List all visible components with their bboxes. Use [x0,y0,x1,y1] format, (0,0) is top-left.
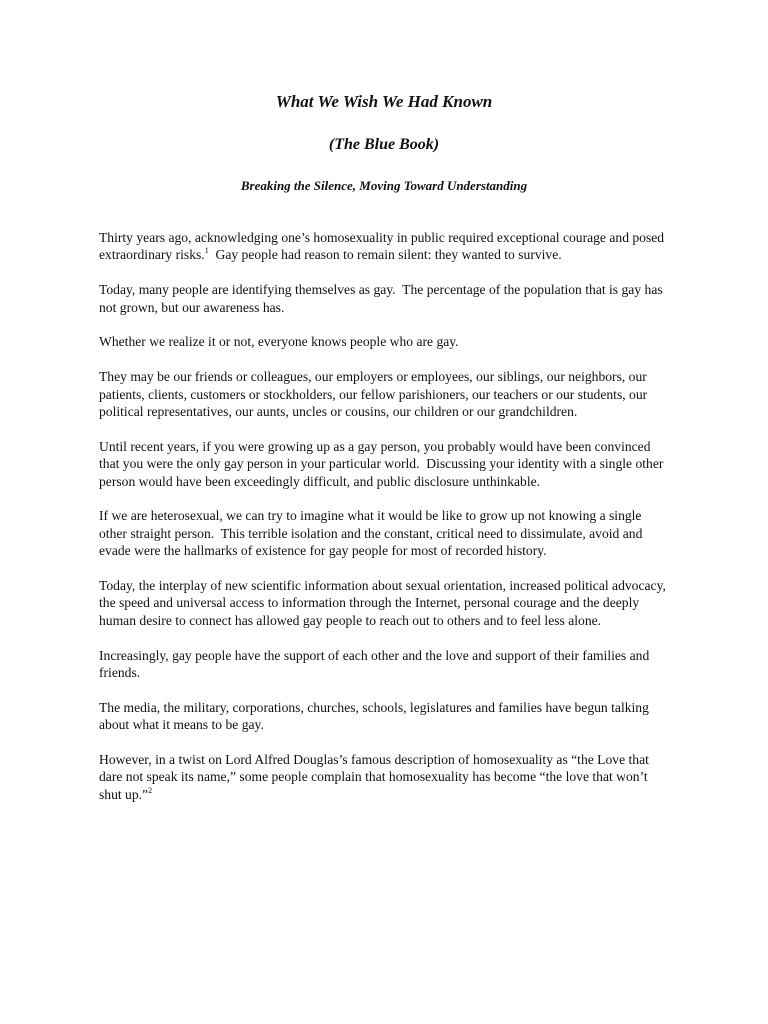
document-subtitle: (The Blue Book) [328,136,440,153]
document-title: What We Wish We Had Known [275,92,493,111]
paragraph-4: They may be our friends or colleagues, our employers or employees, our siblings, our neighbors, our patients, clients, customers or stockholders, our fellow parishioners, our teachers or our students, our political representatives, our aunts, uncles or cousins, our children or our grandchildren. [99,369,648,420]
footnote-marker: 2 [148,785,153,795]
paragraph-3: Whether we realize it or not, everyone knows people who are gay. [99,334,459,350]
paragraph-2: Today, many people are identifying themselves as gay. The percentage of the population that is gay has not grown, but our awareness has. [99,282,667,315]
body-text [99,229,671,821]
document-tagline: Breaking the Silence, Moving Toward Understanding [240,178,528,193]
paragraph-text: Thirty years ago, acknowledging one’s homosexuality in public required exceptional courage and posed extraordinary risks. [99,230,665,263]
paragraph-9: The media, the military, corporations, churches, schools, legislatures and families have begun talking about what it means to be gay. [99,699,649,733]
paragraph-5: Until recent years, if you were growing up as a gay person, you probably would have been convinced that you were the only gay person in your particular world. Discussing your identity with a single other person would have been exceedingly difficult, and public disclosure unthinkable. [99,438,667,489]
paragraph-7: Today, the interplay of new scientific information about sexual orientation, increased political advocacy, the speed and universal access to information through the Internet, personal courage and the deeply human desire to connect has allowed gay people to reach out to others and to feel less alone. [99,578,666,628]
paragraph-text: However, in a twist on Lord Alfred Douglas’s famous description of homosexuality as “the Love that dare not speak its name,” some people complain that homosexuality has become “the love that won’t shut up.” [99,752,649,802]
footnote-marker: 1 [204,246,209,256]
paragraph-6: If we are heterosexual, we can try to imagine what it would be like to grow up not knowing a single other straight person. This terrible isolation and the constant, critical need to dissimulate, avoid and evade were the hallmarks of existence for gay people for most of recorded history. [99,508,646,559]
paragraph-text-continued: Gay people had reason to remain silent: they wanted to survive. [208,247,562,263]
paragraph-1 [99,229,671,264]
paragraph-10 [99,751,671,803]
paragraph-8: Increasingly, gay people have the support of each other and the love and support of their families and friends. [99,647,650,681]
